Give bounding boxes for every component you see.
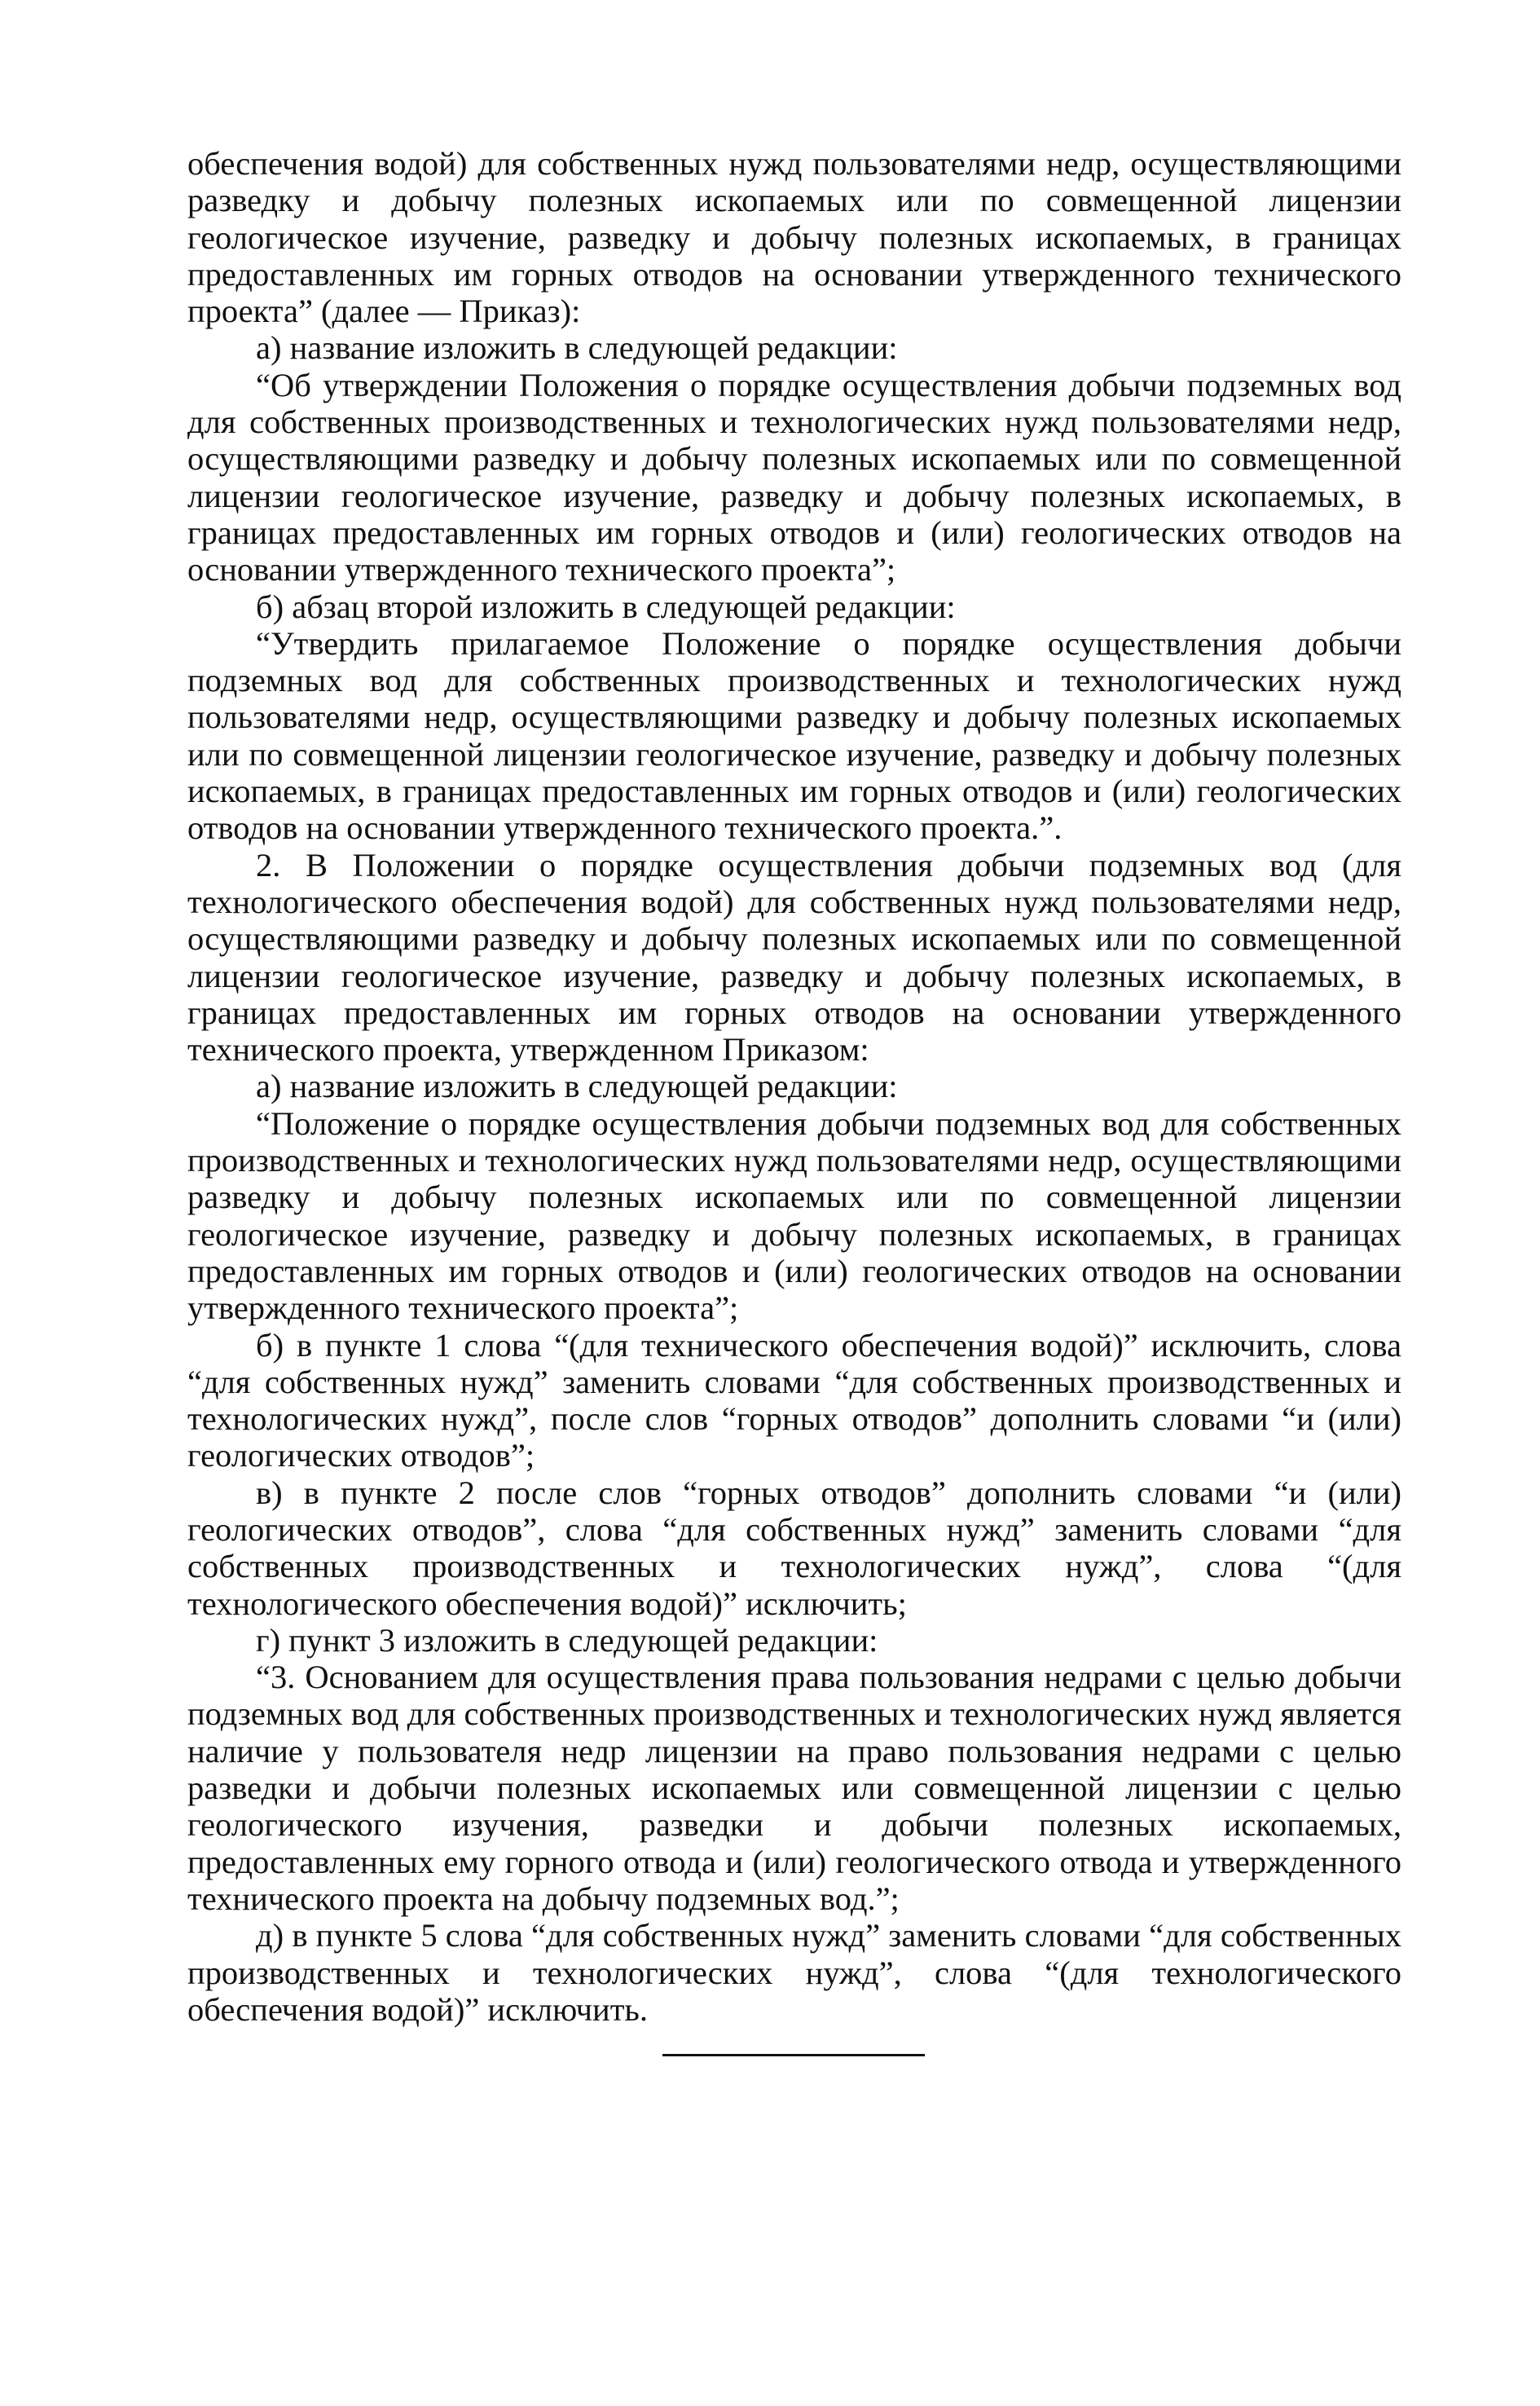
- paragraph-item-b-second: б) абзац второй изложить в следующей редакции:: [256, 588, 956, 625]
- document-body: [187, 145, 1401, 2028]
- paragraph-continuation: обеспечения водой) для собственных нужд пользователями недр, осуществляющими разведку и добычу полезных ископаемых или по совмещенной лицензии геологическое изучение, разведку и добычу полезных ископаемых, в границах предоставленных им горных отводов на основании утвержденного технического проекта” (далее — Приказ):: [187, 145, 1401, 330]
- paragraph-item-a-title: а) название изложить в следующей редакции:: [256, 329, 898, 367]
- paragraph-item-d-point-5: д) в пункте 5 слова “для собственных нужд” заменить словами “для собственных производственных и технологических нужд”, слова “(для технологического обеспечения водой)” исключить.: [187, 1917, 1401, 2028]
- paragraph-quote-point-3: “3. Основанием для осуществления права пользования недрами с целью добычи подземных вод для собственных производственных и технологических нужд является наличие у пользователя недр лицензии на право пользования недрами с целью разведки и добычи полезных ископаемых или совмещенной лицензии с целью геологического изучения, разведки и добычи полезных ископаемых, предоставленных ему горного отвода и (или) геологического отвода и утвержденного технического проекта на добычу подземных вод.”;: [187, 1659, 1401, 1917]
- paragraph-item-a-name: а) название изложить в следующей редакции:: [256, 1068, 898, 1105]
- end-divider: [662, 2054, 925, 2056]
- paragraph-quote-regulation: “Положение о порядке осуществления добычи подземных вод для собственных производственных и технологических нужд пользователями недр, осуществляющими разведку и добычу полезных ископаемых или по совмещенной лицензии геологическое изучение, разведку и добычу полезных ископаемых, в границах предоставленных им горных отводов и (или) геологических отводов на основании утвержденного технического проекта”;: [187, 1104, 1401, 1327]
- paragraph-item-b-point-1: б) в пункте 1 слова “(для технического обеспечения водой)” исключить, слова “для собственных нужд” заменить словами “для собственных производственных и технологических нужд”, после слов “горных отводов” дополнить словами “и (или) геологических отводов”;: [187, 1326, 1401, 1474]
- paragraph-item-v-point-2: в) в пункте 2 после слов “горных отводов” дополнить словами “и (или) геологических отводов”, слова “для собственных нужд” заменить словами “для собственных производственных и технологических нужд”, слова “(для технологического обеспечения водой)” исключить;: [187, 1474, 1401, 1622]
- paragraph-quote-approve: “Утвердить прилагаемое Положение о порядке осуществления добычи подземных вод для собственных производственных и технологических нужд пользователями недр, осуществляющими разведку и добычу полезных ископаемых или по совмещенной лицензии геологическое изучение, разведку и добычу полезных ископаемых, в границах предоставленных им горных отводов и (или) геологических отводов на основании утвержденного технического проекта.”.: [187, 624, 1401, 847]
- paragraph-point-2: 2. В Положении о порядке осуществления добычи подземных вод (для технологического обеспечения водой) для собственных нужд пользователями недр, осуществляющими разведку и добычу полезных ископаемых или по совмещенной лицензии геологическое изучение, разведку и добычу полезных ископаемых, в границах предоставленных им горных отводов на основании утвержденного технического проекта, утвержденном Приказом:: [187, 846, 1401, 1069]
- paragraph-quote-title: “Об утверждении Положения о порядке осуществления добычи подземных вод для собственных производственных и технологических нужд пользователями недр, осуществляющими разведку и добычу полезных ископаемых или по совмещенной лицензии геологическое изучение, разведку и добычу полезных ископаемых, в границах предоставленных им горных отводов и (или) геологических отводов на основании утвержденного технического проекта”;: [187, 366, 1401, 588]
- paragraph-item-g-point-3: г) пункт 3 изложить в следующей редакции:: [256, 1621, 878, 1659]
